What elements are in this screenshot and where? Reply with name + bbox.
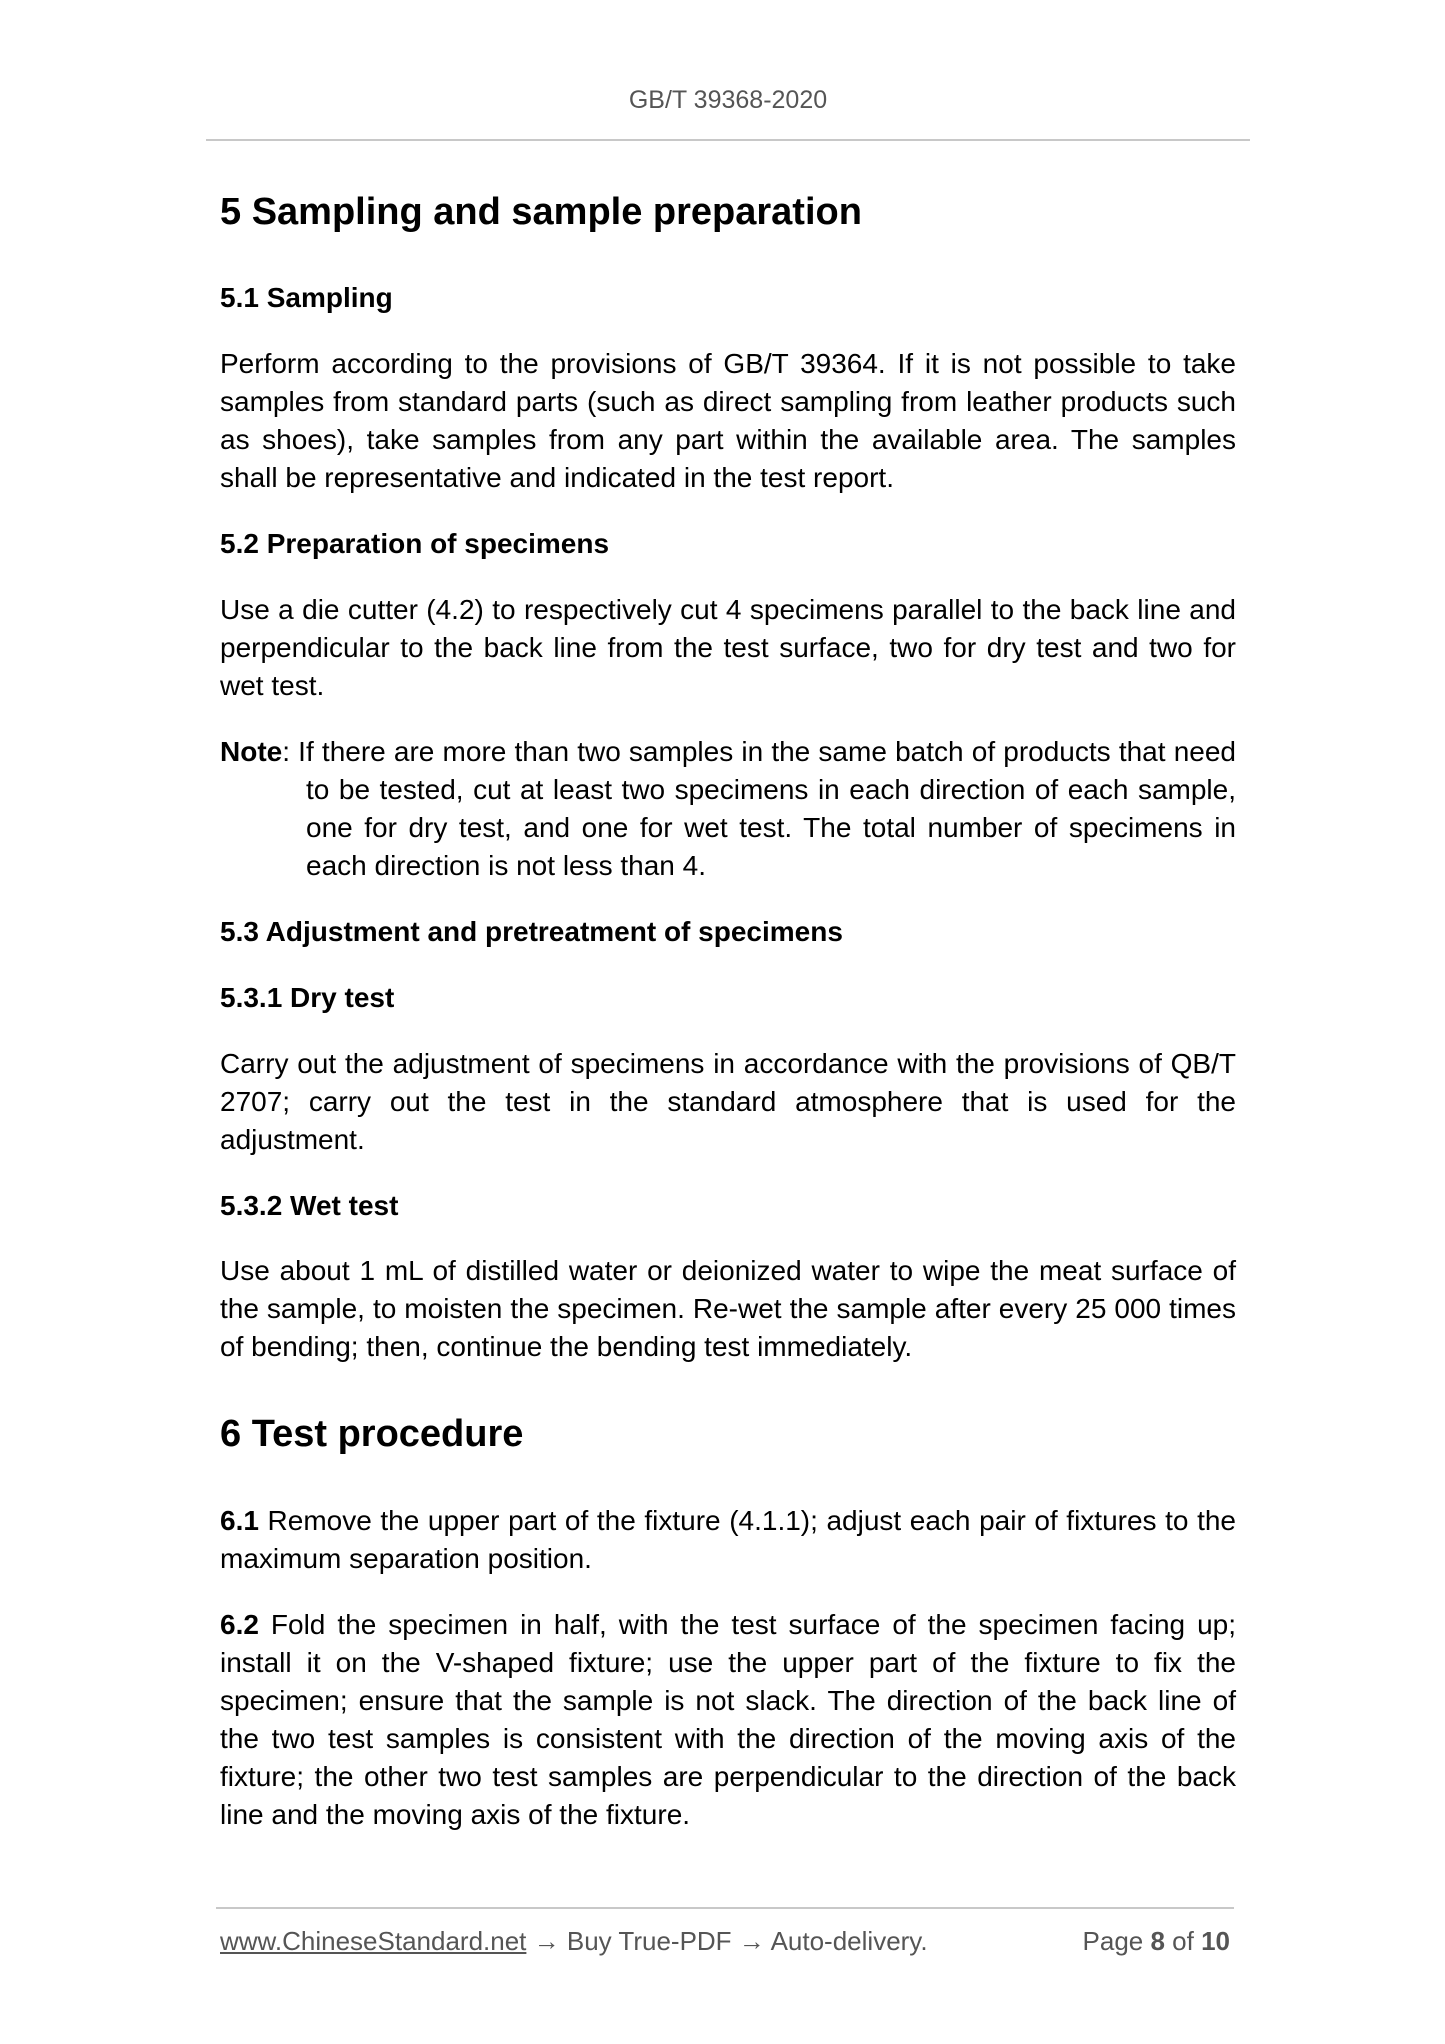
section-5-2-heading: 5.2 Preparation of specimens	[220, 528, 610, 560]
section-5-3-2-heading: 5.3.2 Wet test	[220, 1189, 399, 1221]
section-5-1-heading: 5.1 Sampling	[220, 282, 393, 314]
section-6-2-paragraph	[220, 1606, 1236, 1834]
section-6-1-paragraph	[220, 1502, 1236, 1578]
section-5-3-1-heading: 5.3.1 Dry test	[220, 981, 395, 1013]
footer-promo	[220, 1926, 928, 1957]
page-content	[220, 180, 1236, 1862]
section-5-3-1-paragraph: Carry out the adjustment of specimens in accordance with the provisions of QB/T 2707; carry out the test in the standard atmosphere that is used for the adjustment.	[220, 1047, 1236, 1155]
note-label: Note	[220, 735, 283, 767]
section-5-2-note	[220, 733, 1236, 885]
page-total: 10	[1201, 1926, 1230, 1956]
page-of: of	[1164, 1926, 1202, 1956]
section-5-3-2-paragraph: Use about 1 mL of distilled water or deionized water to wipe the meat surface of the sample, to moisten the specimen. Re-wet the sample after every 25 000 times of bending; then, continue the bending test immediately.	[220, 1255, 1236, 1363]
note-text: : If there are more than two samples in the same batch of products that need to be tested, cut at least two specimens in each direction of each sample, one for dry test, and one for wet test. The total number of specimens in each direction is not less than 4.	[282, 735, 1236, 881]
page-label: Page	[1082, 1926, 1151, 1956]
section-6-1-number: 6.1	[220, 1504, 259, 1536]
section-6-1-text: Remove the upper part of the fixture (4.1.1); adjust each pair of fixtures to the maximum separation position.	[220, 1504, 1236, 1574]
page-number	[1083, 1926, 1230, 1957]
header-divider	[206, 139, 1250, 141]
section-6-2-text: Fold the specimen in half, with the test surface of the specimen facing up; install it on the V-shaped fixture; use the upper part of the fixture to fix the specimen; ensure that the sample is not slack. The direction of the back line of the two test samples is consistent with the direction of the moving axis of the fixture; the other two test samples are perpendicular to the direction of the back line and the moving axis of the fixture.	[220, 1608, 1236, 1830]
promo-text: → Buy True-PDF → Auto-delivery.	[526, 1926, 928, 1956]
doc-id: GB/T 39368-2020	[628, 86, 828, 114]
section-5-3-heading: 5.3 Adjustment and pretreatment of specimens	[220, 915, 843, 947]
section-5-1-paragraph: Perform according to the provisions of GB/T 39364. If it is not possible to take samples from standard parts (such as direct sampling from leather products such as shoes), take samples from any part within the available area. The samples shall be representative and indicated in the test report.	[220, 348, 1236, 494]
footer-divider	[216, 1907, 1234, 1909]
section-6-heading: 6 Test procedure	[220, 1413, 524, 1456]
page-current: 8	[1150, 1926, 1165, 1956]
document-header	[206, 86, 1250, 115]
section-5-2-paragraph: Use a die cutter (4.2) to respectively cut 4 specimens parallel to the back line and perpendicular to the back line from the test surface, two for dry test and two for wet test.	[220, 593, 1236, 701]
website-link[interactable]: www.ChineseStandard.net	[220, 1926, 527, 1956]
section-6-2-number: 6.2	[220, 1608, 259, 1640]
section-5-heading: 5 Sampling and sample preparation	[220, 191, 862, 233]
